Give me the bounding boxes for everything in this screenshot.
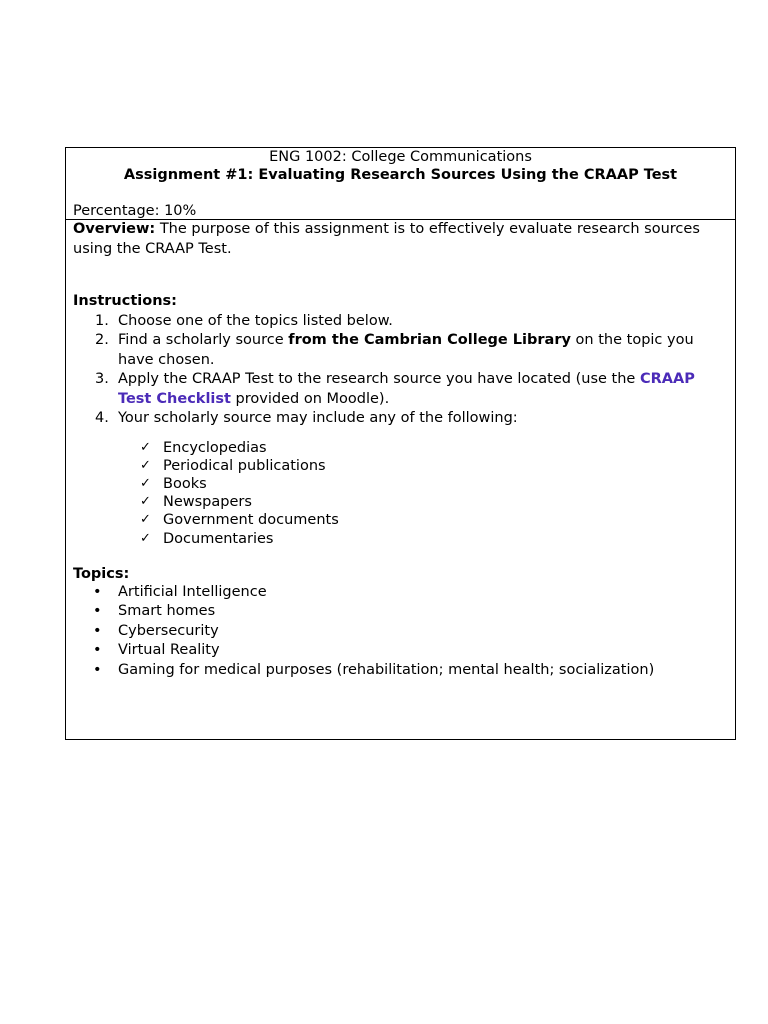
instruction-item: 2. Find a scholarly source from the Cambrian College Library on the topic you have chosen. bbox=[95, 332, 694, 368]
instruction-number: 1. bbox=[95, 312, 109, 329]
course-title: ENG 1002: College Communications bbox=[269, 149, 532, 165]
topic-item: • Artificial Intelligence bbox=[73, 583, 728, 603]
source-type-item: ✓ Periodical publications bbox=[140, 457, 326, 474]
bullet-icon: • bbox=[93, 583, 102, 600]
body-cell bbox=[66, 220, 735, 680]
topics-list bbox=[73, 583, 728, 681]
source-type-item: ✓ Books bbox=[140, 475, 207, 492]
bullet-icon: • bbox=[93, 661, 102, 678]
source-type-item: ✓ Government documents bbox=[140, 512, 339, 529]
percentage-text: Percentage: 10% bbox=[73, 203, 197, 219]
checkmark-icon: ✓ bbox=[140, 512, 151, 528]
source-type-item: ✓ Newspapers bbox=[140, 494, 252, 511]
overview-paragraph bbox=[73, 220, 728, 259]
topic-item: • Cybersecurity bbox=[73, 622, 728, 642]
instruction-number: 3. bbox=[95, 371, 109, 387]
bullet-icon: • bbox=[93, 642, 102, 659]
assignment-table bbox=[65, 147, 736, 740]
source-types-list bbox=[73, 439, 728, 548]
header-cell bbox=[66, 148, 735, 220]
checkmark-icon: ✓ bbox=[140, 457, 151, 473]
topic-item: • Virtual Reality bbox=[73, 641, 728, 661]
checkmark-icon: ✓ bbox=[140, 530, 151, 546]
topics-label: Topics: bbox=[73, 565, 130, 582]
assignment-title: Assignment #1: Evaluating Research Sources Using the CRAAP Test bbox=[123, 167, 678, 183]
instruction-item: 4. Your scholarly source may include any of the following: bbox=[73, 409, 728, 429]
checkmark-icon: ✓ bbox=[140, 439, 151, 455]
overview-label: Overview: bbox=[73, 221, 156, 237]
bullet-icon: • bbox=[93, 603, 102, 620]
topic-item: • Gaming for medical purposes (rehabilitation; mental health; socialization) bbox=[73, 661, 728, 681]
instruction-item: 3. Apply the CRAAP Test to the research source you have located (use the CRAAP Test Checklist provided on Moodle). bbox=[95, 371, 695, 407]
checkmark-icon: ✓ bbox=[140, 494, 151, 510]
source-type-item: ✓ Encyclopedias bbox=[140, 439, 267, 456]
overview-text: The purpose of this assignment is to effectively evaluate research sources using the CRAAP Test. bbox=[73, 221, 700, 257]
instruction-number: 2. bbox=[95, 332, 109, 348]
checkmark-icon: ✓ bbox=[140, 475, 151, 491]
instruction-item: 1. Choose one of the topics listed below. bbox=[73, 312, 728, 332]
library-emphasis: from the Cambrian College Library bbox=[288, 332, 571, 348]
source-type-item: ✓ Documentaries bbox=[140, 530, 274, 547]
craap-checklist-link[interactable]: CRAAP Test Checklist bbox=[118, 371, 695, 407]
topic-item: • Smart homes bbox=[73, 602, 728, 622]
bullet-icon: • bbox=[93, 622, 102, 639]
instructions-list bbox=[73, 312, 728, 429]
instruction-number: 4. bbox=[95, 410, 109, 426]
instructions-label: Instructions: bbox=[73, 293, 177, 309]
